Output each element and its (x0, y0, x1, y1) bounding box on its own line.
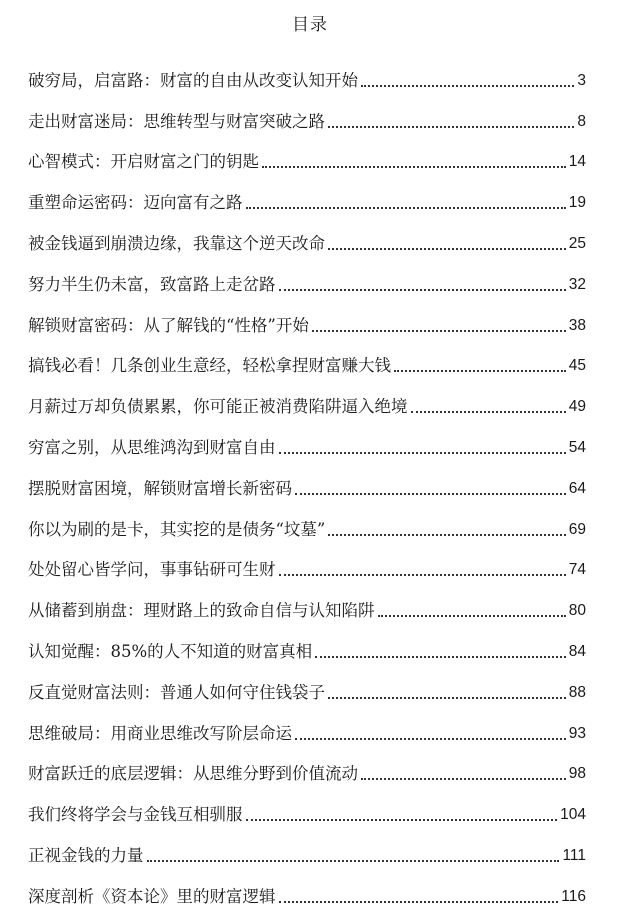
toc-entry[interactable] (28, 295, 586, 336)
toc-title: 目录 (292, 15, 328, 35)
toc-page-number: 111 (562, 846, 586, 864)
toc-dot-leader (328, 126, 574, 128)
toc-entry[interactable] (28, 213, 586, 254)
toc-entry-title: 正视金钱的力量 (28, 845, 144, 865)
toc-dot-leader (328, 697, 566, 699)
toc-dot-leader (295, 738, 566, 740)
toc-entry-title: 你以为刷的是卡，其实挖的是债务“坟墓” (28, 519, 326, 539)
toc-entry[interactable] (28, 336, 586, 377)
toc-dot-leader (279, 289, 566, 291)
toc-entry[interactable] (28, 784, 586, 825)
toc-page-number: 69 (568, 520, 586, 538)
toc-list (28, 50, 586, 907)
toc-entry-title: 努力半生仍未富，致富路上走岔路 (28, 274, 276, 294)
toc-page-number: 88 (568, 683, 586, 701)
toc-page-number: 104 (560, 806, 586, 824)
toc-page-number: 84 (568, 642, 586, 660)
toc-dot-leader (246, 819, 558, 821)
toc-page-number: 80 (568, 602, 586, 620)
toc-entry[interactable] (28, 703, 586, 744)
toc-dot-leader (394, 370, 566, 372)
toc-entry-title: 摆脱财富困境，解锁财富增长新密码 (28, 478, 292, 498)
toc-entry[interactable] (28, 417, 586, 458)
toc-entry-title: 穷富之别，从思维鸿沟到财富自由 (28, 437, 276, 457)
toc-entry-title: 解锁财富密码：从了解钱的“性格”开始 (28, 315, 309, 335)
toc-entry-title: 处处留心皆学问，事事钻研可生财 (28, 560, 276, 580)
toc-entry[interactable] (28, 254, 586, 295)
toc-entry-title: 被金钱逼到崩溃边缘，我靠这个逆天改命 (28, 233, 325, 253)
toc-entry-title: 心智模式：开启财富之门的钥匙 (28, 152, 259, 172)
toc-entry-title: 月薪过万却负债累累，你可能正被消费陷阱逼入绝境 (28, 397, 408, 417)
toc-dot-leader (262, 166, 566, 168)
toc-page-number: 64 (568, 479, 586, 497)
toc-page-number: 14 (568, 153, 586, 171)
toc-entry-title: 思维破局：用商业思维改写阶层命运 (28, 723, 292, 743)
toc-entry[interactable] (28, 825, 586, 866)
toc-page-number: 74 (568, 561, 586, 579)
toc-dot-leader (312, 330, 566, 332)
toc-entry[interactable] (28, 621, 586, 662)
toc-dot-leader (315, 656, 566, 658)
toc-dot-leader (147, 860, 560, 862)
toc-dot-leader (361, 85, 574, 87)
toc-dot-leader (279, 574, 566, 576)
toc-dot-leader (279, 452, 566, 454)
toc-entry-title: 反直觉财富法则：普通人如何守住钱袋子 (28, 682, 325, 702)
toc-entry-title: 破穷局，启富路：财富的自由从改变认知开始 (28, 70, 358, 90)
toc-dot-leader (246, 207, 566, 209)
toc-entry[interactable] (28, 662, 586, 703)
toc-dot-leader (378, 615, 566, 617)
toc-page-number: 49 (568, 398, 586, 416)
toc-page-number: 98 (568, 765, 586, 783)
toc-entry[interactable] (28, 132, 586, 173)
toc-entry[interactable] (28, 458, 586, 499)
toc-page-number: 8 (577, 112, 586, 130)
toc-dot-leader (279, 901, 559, 903)
toc-page-number: 116 (561, 887, 586, 905)
toc-dot-leader (411, 411, 566, 413)
toc-page-number: 38 (568, 316, 586, 334)
toc-entry[interactable] (28, 50, 586, 91)
toc-entry[interactable] (28, 172, 586, 213)
toc-entry-title: 从储蓄到崩盘：理财路上的致命自信与认知陷阱 (28, 601, 375, 621)
toc-entry[interactable] (28, 580, 586, 621)
toc-dot-leader (328, 534, 565, 536)
toc-entry-title: 重塑命运密码：迈向富有之路 (28, 193, 243, 213)
toc-page-number: 93 (568, 724, 586, 742)
toc-page-number: 3 (577, 71, 586, 89)
toc-entry[interactable] (28, 866, 586, 907)
toc-entry-title: 走出财富迷局：思维转型与财富突破之路 (28, 111, 325, 131)
toc-entry[interactable] (28, 540, 586, 581)
toc-entry[interactable] (28, 744, 586, 785)
toc-dot-leader (361, 778, 566, 780)
toc-page-number: 54 (568, 438, 586, 456)
toc-dot-leader (328, 248, 566, 250)
toc-dot-leader (295, 493, 566, 495)
toc-entry-title: 搞钱必看！几条创业生意经，轻松拿捏财富赚大钱 (28, 356, 391, 376)
toc-page-number: 32 (568, 275, 586, 293)
toc-page-number: 19 (568, 194, 586, 212)
toc-entry-title: 认知觉醒：85%的人不知道的财富真相 (28, 641, 313, 661)
toc-page-number: 25 (568, 234, 586, 252)
toc-entry-title: 深度剖析《资本论》里的财富逻辑 (28, 886, 276, 906)
toc-entry[interactable] (28, 91, 586, 132)
toc-entry-title: 财富跃迁的底层逻辑：从思维分野到价值流动 (28, 764, 358, 784)
toc-entry-title: 我们终将学会与金钱互相驯服 (28, 805, 243, 825)
toc-entry[interactable] (28, 376, 586, 417)
toc-page-number: 45 (568, 357, 586, 375)
toc-entry[interactable] (28, 499, 586, 540)
